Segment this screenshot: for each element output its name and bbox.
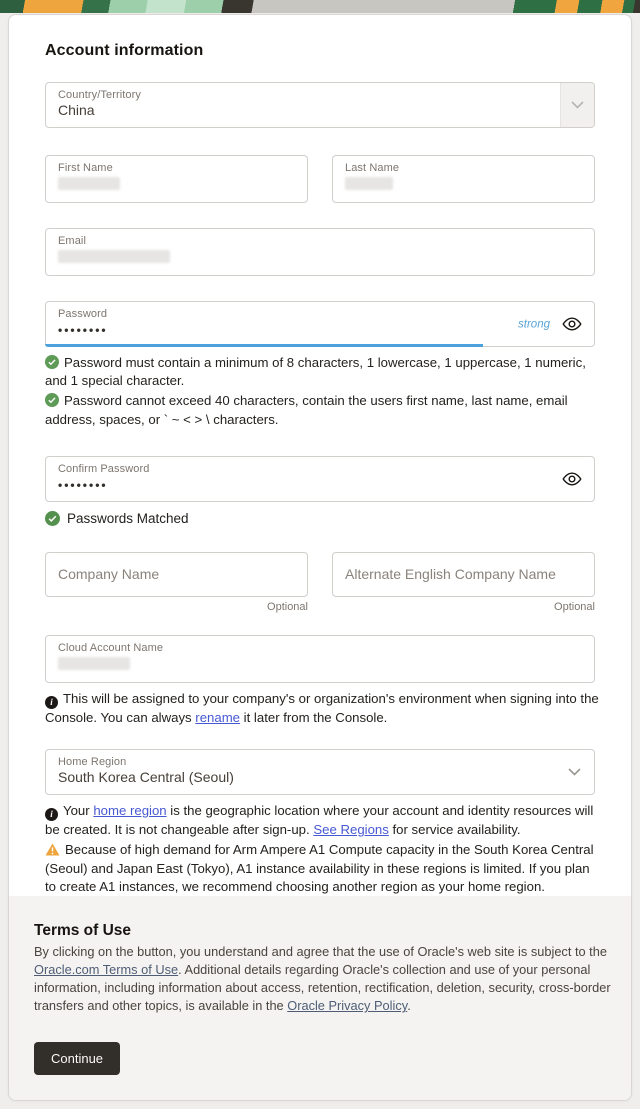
email-field[interactable] (45, 228, 595, 276)
last-name-label: Last Name (345, 162, 400, 174)
terms-of-use-section (9, 896, 631, 1100)
show-confirm-password-button[interactable] (562, 471, 582, 486)
email-redacted-value (58, 250, 170, 263)
company-name-input[interactable] (45, 552, 308, 597)
confirm-password-field[interactable] (45, 456, 595, 502)
country-value: China (58, 102, 95, 118)
password-label: Password (58, 308, 108, 320)
oracle-privacy-policy-link[interactable]: Oracle Privacy Policy (287, 998, 408, 1014)
page-title: Account information (45, 42, 204, 59)
show-password-button[interactable] (562, 317, 582, 332)
first-name-redacted-value (58, 177, 120, 190)
alternate-company-optional-label: Optional (554, 600, 595, 613)
home-region-link[interactable]: home region (93, 803, 167, 819)
first-name-field[interactable] (45, 155, 308, 203)
check-circle-icon (45, 355, 59, 369)
alternate-company-name-input[interactable] (332, 552, 595, 597)
company-optional-label: Optional (267, 600, 308, 613)
first-name-label: First Name (58, 162, 113, 174)
confirm-password-masked-value: •••••••• (58, 477, 108, 492)
country-label: Country/Territory (58, 89, 141, 101)
password-strength-label: strong (518, 318, 550, 330)
last-name-redacted-value (345, 177, 393, 190)
a1-capacity-warning: Because of high demand for Arm Ampere A1 Compute capacity in the South Korea Central (Seoul) and Japan East (Tokyo), A1 instance availability in these regions is limited. If you plan to create A1 instances, we recommend choosing another region as your home region. (45, 842, 594, 894)
password-rule-2: Password cannot exceed 40 characters, contain the users first name, last name, email address, spaces, or ` ~ < > \ characters. (45, 393, 568, 427)
cloud-account-redacted-value (58, 657, 130, 670)
see-regions-link[interactable]: See Regions (313, 822, 389, 838)
cloud-account-name-label: Cloud Account Name (58, 641, 164, 654)
continue-button[interactable]: Continue (34, 1042, 120, 1075)
rename-link[interactable]: rename (195, 709, 241, 725)
home-region-select[interactable] (45, 749, 595, 795)
oracle-terms-of-use-link[interactable]: Oracle.com Terms of Use (34, 962, 179, 978)
decorative-top-banner (0, 0, 640, 13)
country-select[interactable] (45, 82, 595, 128)
check-circle-icon (45, 393, 59, 407)
passwords-matched-status: Passwords Matched (45, 511, 595, 526)
home-region-value: South Korea Central (Seoul) (58, 769, 234, 786)
eye-icon (562, 320, 582, 335)
chevron-down-icon (571, 101, 584, 109)
email-label: Email (58, 235, 87, 247)
terms-text: By clicking on the button, you understand and agree that the use of Oracle's web site is subject to the Oracle.com Terms of Use. Additional details regarding Oracle's collection and use of your personal information, including information about access, retention, rectification, deletion, security, cross-border transfers and other topics, is available in the Oracle Privacy Policy. (34, 943, 611, 1014)
confirm-password-label: Confirm Password (58, 462, 150, 475)
info-icon: i (45, 808, 58, 821)
last-name-field[interactable] (332, 155, 595, 203)
home-region-label: Home Region (58, 756, 127, 769)
terms-title: Terms of Use (34, 921, 132, 939)
password-strength-bar (45, 344, 483, 347)
cloud-account-name-field[interactable] (45, 635, 595, 683)
password-rule-1: Password must contain a minimum of 8 characters, 1 lowercase, 1 uppercase, 1 numeric, and 1 special character. (45, 355, 586, 389)
password-masked-value: •••••••• (58, 323, 108, 337)
password-field[interactable] (45, 301, 595, 347)
check-circle-icon (45, 511, 60, 526)
chevron-down-icon (568, 768, 581, 776)
warning-triangle-icon (45, 843, 60, 856)
cloud-account-info: i This will be assigned to your company's or organization's environment when signing into the Console. You can always rename it later from the Console. (45, 690, 599, 725)
signup-card (8, 14, 632, 1101)
country-dropdown-box[interactable] (560, 83, 594, 127)
eye-icon (562, 474, 582, 489)
info-icon: i (45, 696, 58, 709)
account-form (9, 15, 631, 896)
home-region-info: i Your home region is the geographic location where your account and identity resources will be created. It is not changeable after sign-up. See Regions for service availability. (45, 803, 594, 838)
